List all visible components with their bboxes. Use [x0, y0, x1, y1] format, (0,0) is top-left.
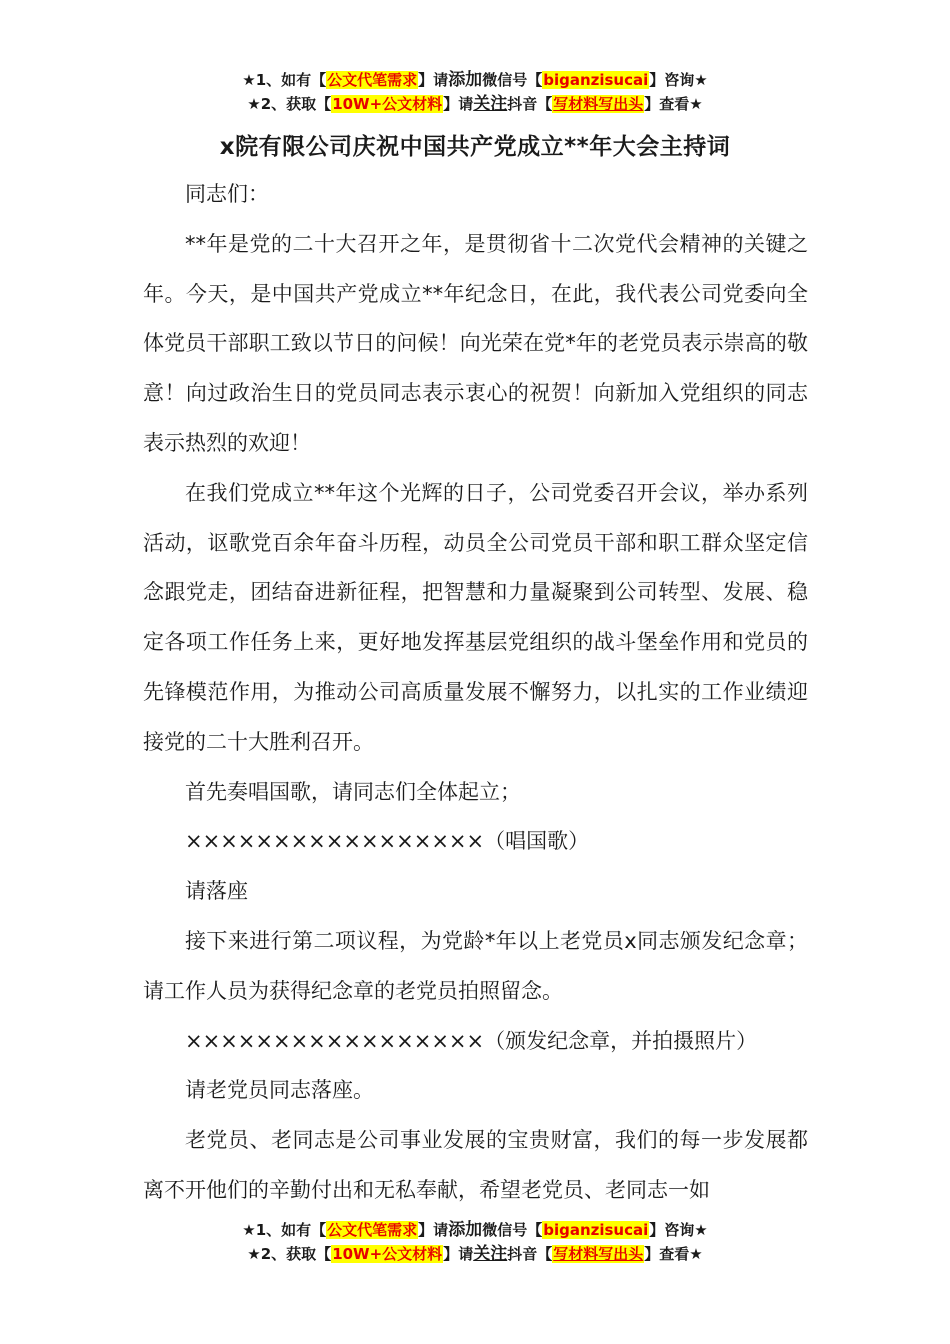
banner-highlight: biganzisucai	[543, 1221, 649, 1239]
banner-text: 微信号【	[482, 71, 543, 89]
document-body	[143, 170, 808, 1216]
banner-text: ★1、如有【	[242, 71, 327, 89]
paragraph: 同志们：	[185, 182, 269, 206]
paragraph: 接下来进行第二项议程，为党龄*年以上老党员x同志颁发纪念章；请工作人员为获得纪念章的老党员拍照留念。	[143, 928, 808, 1003]
banner-emphasis: 关注	[473, 94, 508, 114]
banner-text: 】咨询★	[649, 71, 708, 89]
banner-text: 抖音【	[507, 95, 553, 113]
banner-text: 】请	[418, 71, 449, 89]
banner-text: 微信号【	[482, 1221, 543, 1239]
banner-emphasis: 添加	[448, 70, 483, 90]
banner-text: 】请	[443, 1245, 474, 1263]
banner-line-1	[0, 68, 950, 92]
banner-text: 抖音【	[507, 1245, 553, 1263]
banner-highlight: 公文代笔需求	[327, 1221, 418, 1239]
banner-highlight: 10W+公文材料	[332, 1245, 443, 1263]
banner-line-2	[0, 92, 950, 116]
banner-text: ★2、获取【	[247, 1245, 332, 1263]
banner-highlight: 写材料写出头	[553, 95, 644, 113]
paragraph: 在我们党成立**年这个光辉的日子，公司党委召开会议，举办系列活动，讴歌党百余年奋斗历程，动员全公司党员干部和职工群众坚定信念跟党走，团结奋进新征程，把智慧和力量凝聚到公司转型、发展、稳定各项工作任务上来，更好地发挥基层党组织的战斗堡垒作用和党员的先锋模范作用，为推动公司高质量发展不懈努力，以扎实的工作业绩迎接党的二十大胜利召开。	[143, 480, 808, 754]
header-banner	[0, 68, 950, 116]
banner-line-1	[0, 1218, 950, 1242]
banner-highlight: 公文代笔需求	[327, 71, 418, 89]
paragraph: ×××××××××××××××××（颁发纪念章，并拍摄照片）	[185, 1028, 758, 1053]
banner-text: 】查看★	[644, 95, 703, 113]
banner-text: ★2、获取【	[247, 95, 332, 113]
banner-emphasis: 关注	[473, 1244, 508, 1264]
banner-text: 】查看★	[644, 1245, 703, 1263]
paragraph: ×××××××××××××××××（唱国歌）	[185, 829, 590, 854]
banner-emphasis: 添加	[448, 1220, 483, 1240]
banner-text: 】咨询★	[649, 1221, 708, 1239]
paragraph: 请落座	[185, 879, 248, 904]
banner-text: 】请	[443, 95, 474, 113]
banner-text: 】请	[418, 1221, 449, 1239]
banner-line-2	[0, 1242, 950, 1266]
banner-highlight: 写材料写出头	[553, 1245, 644, 1263]
paragraph: 请老党员同志落座。	[185, 1078, 374, 1103]
footer-banner	[0, 1218, 950, 1266]
paragraph: 首先奏唱国歌，请同志们全体起立；	[185, 779, 521, 804]
banner-highlight: 10W+公文材料	[332, 95, 443, 113]
document-title: x院有限公司庆祝中国共产党成立**年大会主持词	[219, 134, 731, 160]
paragraph: **年是党的二十大召开之年，是贯彻省十二次党代会精神的关键之年。今天，是中国共产党成立**年纪念日，在此，我代表公司党委向全体党员干部职工致以节日的问候！向光荣在党*年的老党员表示崇高的敬意！向过政治生日的党员同志表示衷心的祝贺！向新加入党组织的同志表示热烈的欢迎！	[143, 231, 808, 455]
banner-highlight: biganzisucai	[543, 71, 649, 89]
paragraph: 老党员、老同志是公司事业发展的宝贵财富，我们的每一步发展都离不开他们的辛勤付出和无私奉献，希望老党员、老同志一如	[143, 1128, 808, 1202]
banner-text: ★1、如有【	[242, 1221, 327, 1239]
